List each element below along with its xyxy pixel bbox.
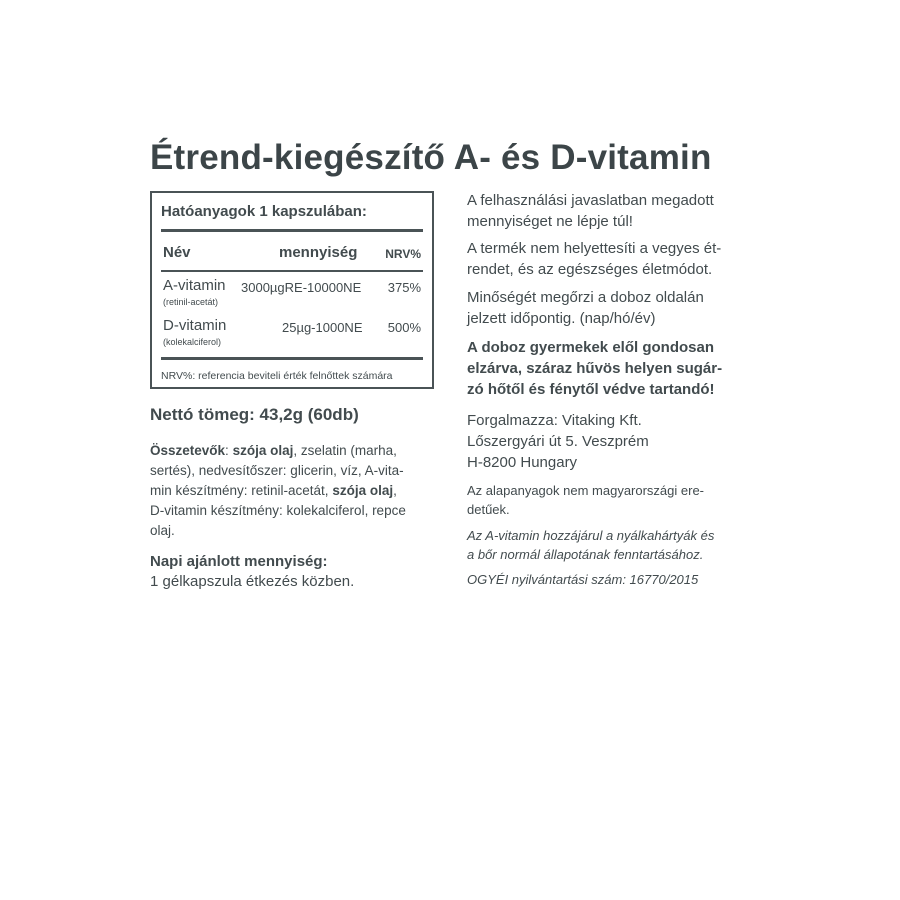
nutrient-form: (kolekalciferol) [163, 337, 222, 347]
storage-info-line: Minőségét megőrzi a doboz oldalán [467, 289, 704, 306]
allergen-soy-oil: szója olaj [232, 443, 294, 458]
dosage-warning-line: A felhasználási javaslatban megadott [467, 192, 714, 209]
ingredients-colon: : [225, 443, 233, 458]
dosage-warning [467, 190, 754, 232]
nutrient-name: D-vitamin [163, 317, 227, 334]
ingredients-line: sertés), nedvesítőszer: glicerin, víz, A-vita- [150, 463, 404, 478]
ingredients-line: D-vitamin készítmény: kolekalciferol, repce [150, 503, 406, 518]
table-row [161, 317, 423, 357]
table-heading: Hatóanyagok 1 kapszulában: [161, 203, 367, 220]
nutrient-amount: 3000µgRE-10000NE [241, 280, 362, 295]
child-safety-line: A doboz gyermekek elől gondosan [467, 339, 714, 356]
ingredients-line: olaj. [150, 523, 175, 538]
nrv-footnote: NRV%: referencia beviteli érték felnőttek számára [161, 370, 393, 382]
child-safety-line: elzárva, száraz hűvös helyen sugár- [467, 360, 723, 377]
allergen-soy-oil: szója olaj [332, 483, 394, 498]
distributor-line: Lőszergyári út 5. Veszprém [467, 433, 649, 450]
registration-number [467, 570, 754, 589]
table-divider [161, 229, 423, 232]
active-ingredients-table [150, 191, 434, 389]
diet-warning [467, 238, 754, 280]
column-header-name: Név [163, 244, 191, 261]
ingredients-text: , [393, 483, 397, 498]
nutrient-name: A-vitamin [163, 277, 226, 294]
dosage-warning-line: mennyiséget ne lépje túl! [467, 213, 633, 230]
distributor-line: H-8200 Hungary [467, 454, 578, 471]
diet-warning-line: A termék nem helyettesíti a vegyes ét- [467, 240, 722, 257]
net-weight: Nettó tömeg: 43,2g (60db) [150, 405, 359, 424]
origin-note [467, 481, 754, 519]
column-header-amount: mennyiség [279, 244, 358, 261]
table-row [161, 277, 423, 317]
child-safety-warning [467, 337, 754, 400]
product-title: Étrend-kiegészítő A- és D-vitamin [150, 138, 712, 177]
nutrient-form: (retinil-acetát) [163, 297, 219, 307]
distributor-info [467, 410, 754, 473]
health-claim-line: a bőr normál állapotának fenntartásához. [467, 547, 704, 562]
health-claim [467, 526, 754, 564]
ingredients-text: , zselatin (marha, [293, 443, 397, 458]
table-divider [161, 270, 423, 272]
registration-line: OGYÉI nyilvántartási szám: 16770/2015 [467, 572, 699, 587]
ingredients-paragraph [150, 441, 440, 541]
ingredients-line [150, 441, 440, 461]
distributor-line: Forgalmazza: Vitaking Kft. [467, 412, 642, 429]
child-safety-line: zó hőtől és fénytől védve tartandó! [467, 381, 715, 398]
origin-note-line: detűek. [467, 502, 510, 517]
diet-warning-line: rendet, és az egészséges életmódot. [467, 261, 713, 278]
storage-info [467, 287, 754, 329]
ingredients-text: min készítmény: retinil-acetát, [150, 483, 333, 498]
nutrient-nrv: 500% [387, 320, 421, 335]
ingredients-line [150, 481, 440, 501]
origin-note-line: Az alapanyagok nem magyarországi ere- [467, 483, 705, 498]
daily-dose-title: Napi ajánlott mennyiség: [150, 553, 328, 570]
nutrient-amount: 25µg-1000NE [282, 320, 363, 335]
column-header-nrv: NRV% [385, 247, 421, 261]
nutrient-nrv: 375% [387, 280, 421, 295]
health-claim-line: Az A-vitamin hozzájárul a nyálkahártyák és [467, 528, 715, 543]
daily-dose-text: 1 gélkapszula étkezés közben. [150, 573, 355, 590]
ingredients-label: Összetevők [150, 443, 226, 458]
table-divider [161, 357, 423, 360]
storage-info-line: jelzett időpontig. (nap/hó/év) [467, 310, 656, 327]
